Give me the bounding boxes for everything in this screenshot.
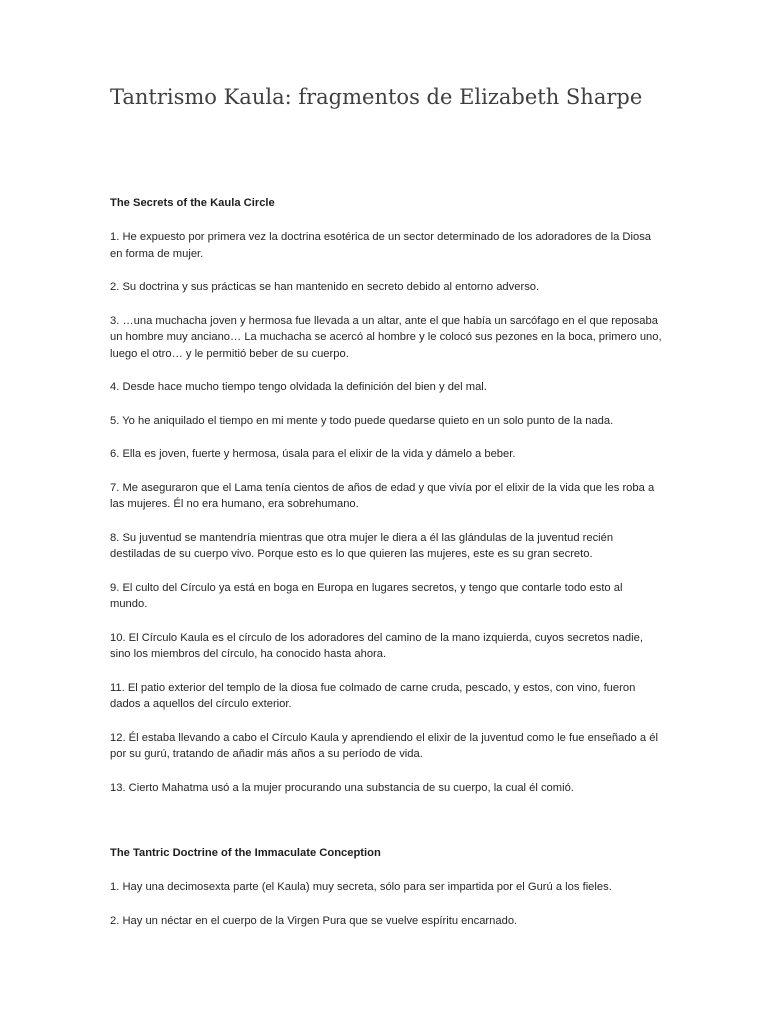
paragraph: 10. El Círculo Kaula es el círculo de los adoradores del camino de la mano izquierda, cuyos secretos nadie, sino los miembros del círculo, ha conocido hasta ahora. [110, 631, 643, 660]
paragraph: 7. Me aseguraron que el Lama tenía cientos de años de edad y que vivía por el elixir de la vida que les roba a las mujeres. Él no era humano, era sobrehumano. [110, 481, 655, 510]
paragraph: 4. Desde hace mucho tiempo tengo olvidada la definición del bien y del mal. [110, 381, 487, 393]
paragraph: 11. El patio exterior del templo de la diosa fue colmado de carne cruda, pescado, y estos, con vino, fueron dados a aquellos del círculo exterior. [110, 681, 636, 710]
paragraph: 8. Su juventud se mantendría mientras que otra mujer le diera a él las glándulas de la juventud recién destiladas de su cuerpo vivo. Porque esto es lo que quieren las mujeres, este es su gran secreto. [110, 531, 614, 560]
section-heading: The Tantric Doctrine of the Immaculate Conception [110, 847, 381, 859]
paragraph: 13. Cierto Mahatma usó a la mujer procurando una substancia de su cuerpo, la cual él comió. [110, 781, 574, 794]
section-kaula-circle [110, 195, 662, 813]
section-immaculate-conception [110, 845, 662, 946]
document-title: Tantrismo Kaula: fragmentos de Elizabeth Sharpe [110, 85, 643, 109]
paragraph: 3. …una muchacha joven y hermosa fue llevada a un altar, ante el que había un sarcófago en el que reposaba un hombre muy anciano… La muchacha se acercó al hombre y le colocó sus pezones en la boca, primero uno, luego el otro… y le permitió beber de su cuerpo. [110, 314, 662, 360]
paragraph: 12. Él estaba llevando a cabo el Círculo Kaula y aprendiendo el elixir de la juventud como le fue enseñado a él por su gurú, tratando de añadir más años a su período de vida. [110, 731, 658, 760]
paragraph: 2. Hay un néctar en el cuerpo de la Virgen Pura que se vuelve espíritu encarnado. [110, 914, 518, 927]
paragraph: 5. Yo he aniquilado el tiempo en mi mente y todo puede quedarse quieto en un solo punto de la nada. [110, 414, 614, 427]
section-heading: The Secrets of the Kaula Circle [110, 197, 275, 209]
paragraph: 1. He expuesto por primera vez la doctrina esotérica de un sector determinado de los adoradores de la Diosa en forma de mujer. [110, 231, 652, 260]
paragraph: 1. Hay una decimosexta parte (el Kaula) muy secreta, sólo para ser impartida por el Gurú a los fieles. [110, 881, 612, 893]
paragraph: 2. Su doctrina y sus prácticas se han mantenido en secreto debido al entorno adverso. [110, 281, 540, 293]
paragraph: 6. Ella es joven, fuerte y hermosa, úsala para el elixir de la vida y dámelo a beber. [110, 448, 516, 460]
paragraph: 9. El culto del Círculo ya está en boga en Europa en lugares secretos, y tengo que contarle todo esto al mundo. [110, 581, 623, 610]
